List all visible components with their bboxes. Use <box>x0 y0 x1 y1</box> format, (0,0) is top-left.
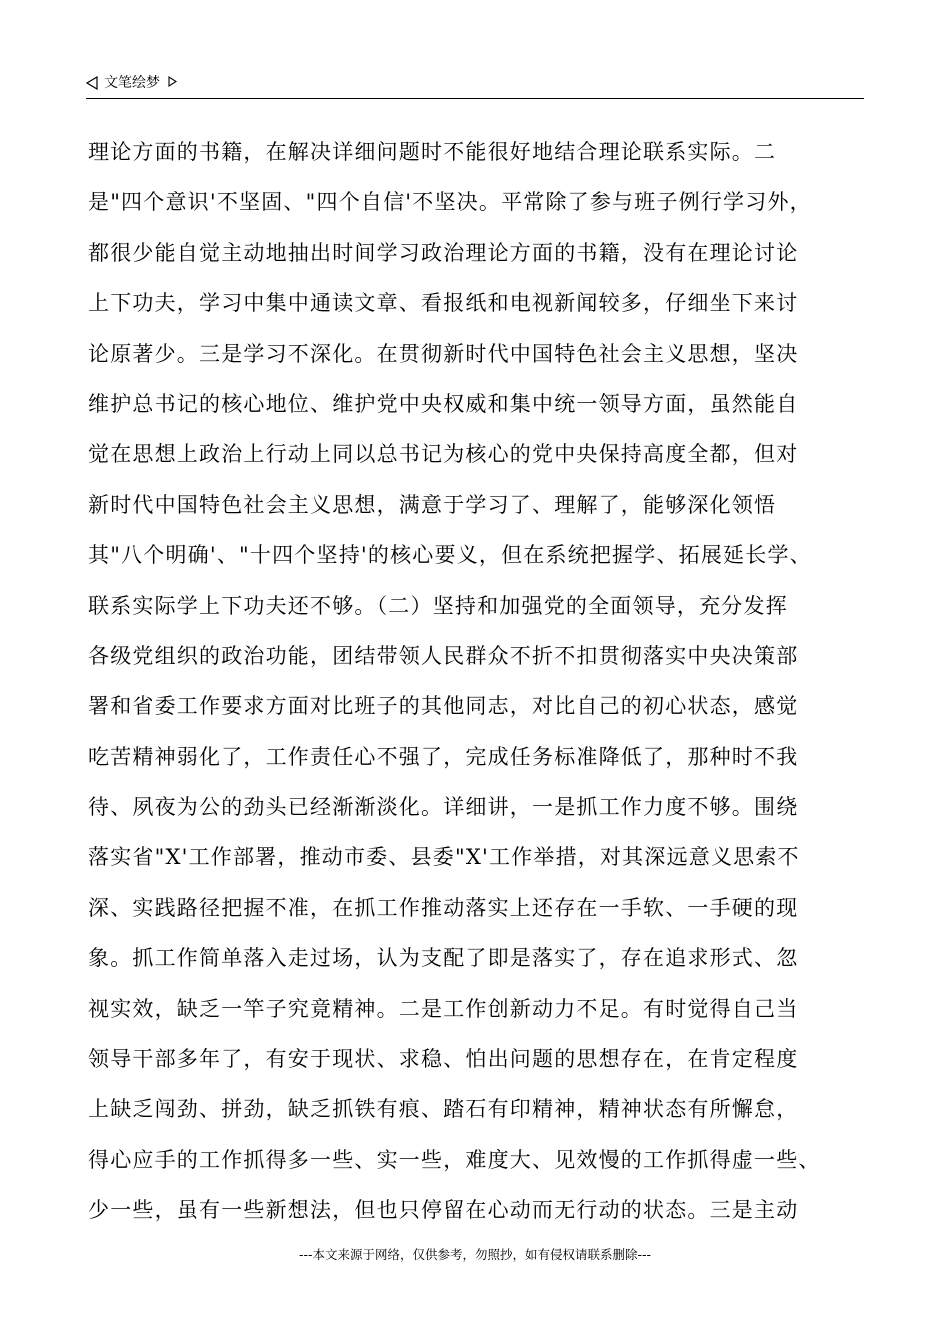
text-line: 得心应手的工作抓得多一些、实一些，难度大、见效慢的工作抓得虚一些、 <box>88 1147 821 1172</box>
text-line: 上下功夫，学习中集中通读文章、看报纸和电视新闻较多，仔细坐下来讨 <box>88 291 799 316</box>
triangle-left-outline-icon <box>86 76 98 90</box>
triangle-right-outline-icon <box>168 76 177 87</box>
text-line: 领导干部多年了，有安于现状、求稳、怕出问题的思想存在，在肯定程度 <box>88 1047 799 1072</box>
text-line: 联系实际学上下功夫还不够。（二）坚持和加强党的全面领导，充分发挥 <box>88 593 788 618</box>
text-line: 是"四个意识'不坚固、"四个自信'不坚决。平常除了参与班子例行学习外， <box>88 190 812 215</box>
text-line: 署和省委工作要求方面对比班子的其他同志，对比自己的初心状态，感觉 <box>88 694 799 719</box>
text-line: 待、夙夜为公的劲头已经渐渐淡化。详细讲，一是抓工作力度不够。围绕 <box>88 795 799 820</box>
text-line: 各级党组织的政治功能，团结带领人民群众不折不扣贯彻落实中央决策部 <box>88 643 799 668</box>
text-line: 论原著少。三是学习不深化。在贯彻新时代中国特色社会主义思想，坚决 <box>88 341 799 366</box>
page-header <box>86 72 864 99</box>
page-footer: ---本文来源于网络，仅供参考，勿照抄，如有侵权请联系删除--- <box>298 1247 652 1262</box>
text-line: 少一些，虽有一些新想法，但也只停留在心动而无行动的状态。三是主动 <box>88 1198 799 1223</box>
text-line: 视实效，缺乏一竿子究竟精神。二是工作创新动力不足。有时觉得自己当 <box>88 996 799 1021</box>
header-brand <box>86 74 177 92</box>
text-line: 维护总书记的核心地位、维护党中央权威和集中统一领导方面，虽然能自 <box>88 391 799 416</box>
text-line: 上缺乏闯劲、拼劲，缺乏抓铁有痕、踏石有印精神，精神状态有所懈怠， <box>88 1097 799 1122</box>
document-body <box>88 136 872 1245</box>
text-line: 深、实践路径把握不准，在抓工作推动落实上还存在一手软、一手硬的现 <box>88 895 799 920</box>
text-line: 落实省"X'工作部署，推动市委、县委"X'工作举措，对其深远意义思索不 <box>88 845 800 870</box>
text-line: 觉在思想上政治上行动上同以总书记为核心的党中央保持高度全都，但对 <box>88 442 799 467</box>
text-line: 其"八个明确'、"十四个坚持'的核心要义，但在系统把握学、拓展延长学、 <box>88 543 812 568</box>
text-line: 象。抓工作简单落入走过场，认为支配了即是落实了，存在追求形式、忽 <box>88 946 799 971</box>
text-line: 吃苦精神弱化了，工作责任心不强了，完成任务标准降低了，那种时不我 <box>88 744 799 769</box>
text-line: 理论方面的书籍，在解决详细问题时不能很好地结合理论联系实际。二 <box>88 140 777 164</box>
text-line: 都很少能自觉主动地抽出时间学习政治理论方面的书籍，没有在理论讨论 <box>88 240 799 265</box>
header-title: 文笔绘梦 <box>104 75 160 91</box>
text-line: 新时代中国特色社会主义思想，满意于学习了、理解了，能够深化领悟 <box>88 492 777 517</box>
